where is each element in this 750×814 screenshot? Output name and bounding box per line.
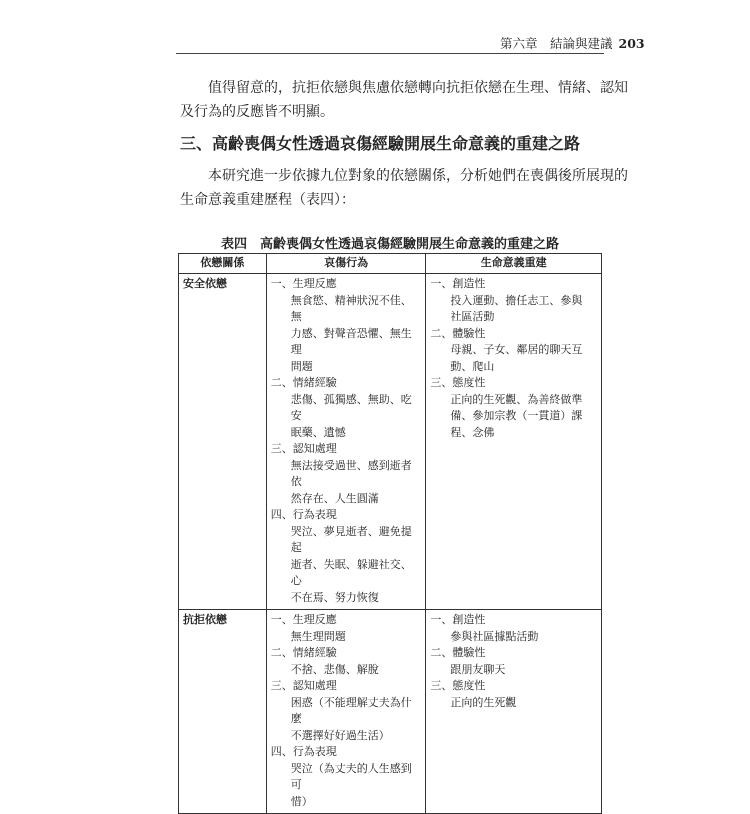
grief-item-heading: 一、生理反應 — [270, 613, 337, 626]
grief-item-line: 不在焉、努力恢復 — [290, 590, 379, 604]
grief-item-line: 無法接受過世、感到逝者依 — [290, 458, 412, 488]
meaning-item-heading: 一、創造性 — [430, 613, 486, 626]
grief-item-line: 無食慾、精神狀況不佳、無 — [290, 293, 412, 323]
grief-item — [271, 678, 423, 744]
attachment-type-cell: 安全依戀 — [179, 274, 267, 610]
grief-item-line: 然存在、人生圓滿 — [290, 491, 379, 505]
grief-item — [271, 441, 423, 507]
meaning-item-heading: 一、創造性 — [430, 277, 486, 290]
table-row — [179, 274, 602, 610]
grief-item-line: 問題 — [290, 359, 313, 373]
paragraph-2 — [180, 164, 628, 212]
meaning-item-line: 跟朋友聊天 — [450, 662, 506, 676]
grief-item-heading: 四、行為表現 — [270, 745, 337, 758]
grief-behavior-cell — [266, 274, 426, 610]
meaning-item — [430, 612, 598, 645]
grief-item — [271, 612, 423, 645]
meaning-item-line: 程、念佛 — [450, 425, 495, 439]
section-heading: 三、高齡喪偶女性透過哀傷經驗開展生命意義的重建之路 — [180, 134, 581, 153]
column-header-meaning: 生命意義重建 — [426, 254, 602, 274]
meaning-item — [430, 326, 598, 376]
paragraph-line: 生命意義重建歷程（表四）： — [180, 192, 355, 208]
grief-behavior-cell — [266, 610, 426, 814]
table-header-row — [179, 254, 602, 274]
grief-item-line: 逝者、失眠、躲避社交、心 — [290, 557, 412, 587]
paragraph-line: 本研究進一步依據九位對象的依戀關係，分析她們在喪偶後所展現的 — [208, 168, 628, 184]
grief-item-line: 不捨、悲傷、解脫 — [290, 662, 379, 676]
meaning-item-line: 參與社區據點活動 — [450, 629, 539, 643]
table-caption: 表四 高齡喪偶女性透過哀傷經驗開展生命意義的重建之路 — [220, 237, 559, 252]
grief-item-line: 無生理問題 — [290, 629, 346, 643]
meaning-item-heading: 三、態度性 — [430, 679, 486, 692]
grief-item — [271, 276, 423, 375]
attachment-type-cell: 抗拒依戀 — [179, 610, 267, 814]
page-number: 203 — [618, 36, 645, 51]
meaning-item — [430, 678, 598, 711]
meaning-item — [430, 375, 598, 441]
table-row — [179, 610, 602, 814]
grief-item-line: 不選擇好好過生活） — [290, 728, 390, 742]
chapter-title: 第六章 結論與建議 — [500, 36, 613, 51]
meaning-item-line: 社區活動 — [450, 310, 495, 323]
grief-item-line: 悲傷、孤獨感、無助、吃安 — [290, 392, 412, 422]
meaning-item-line: 動、爬山 — [450, 359, 495, 373]
meaning-item-line: 母親、子女、鄰居的聊天互 — [450, 343, 583, 356]
grief-item-heading: 二、情緒經驗 — [270, 646, 337, 659]
grief-item-heading: 一、生理反應 — [270, 277, 337, 290]
grief-item — [271, 375, 423, 441]
running-header — [500, 34, 645, 52]
grief-item-line: 困惑（不能理解丈夫為什麼 — [290, 695, 412, 725]
meaning-item — [430, 276, 598, 326]
grief-item-heading: 二、情緒經驗 — [270, 376, 337, 389]
grief-item — [271, 744, 423, 810]
meaning-item-line: 正向的生死觀 — [450, 695, 517, 709]
grief-item — [271, 507, 423, 606]
meaning-reconstruction-cell — [426, 274, 602, 610]
paragraph-line: 及行為的反應皆不明顯。 — [180, 104, 334, 120]
paragraph-1 — [180, 76, 628, 124]
meaning-item-line: 投入運動、擔任志工、參與 — [450, 293, 583, 307]
header-rule — [176, 53, 604, 54]
column-header-relation: 依戀關係 — [179, 254, 267, 274]
grief-item-line: 哭泣、夢見逝者、避免提起 — [290, 524, 412, 554]
meaning-item-heading: 二、體驗性 — [430, 326, 486, 340]
grief-item-line: 眠藥、遺憾 — [290, 425, 346, 439]
meaning-item-heading: 三、態度性 — [430, 376, 486, 389]
grief-item-line: 惜） — [290, 794, 313, 808]
grief-item-heading: 三、認知處理 — [270, 679, 337, 692]
grief-item-heading: 三、認知處理 — [270, 442, 337, 455]
paragraph-line: 值得留意的，抗拒依戀與焦慮依戀轉向抗拒依戀在生理、情緒、認知 — [208, 80, 628, 96]
grief-item-line: 哭泣（為丈夫的人生感到可 — [290, 761, 412, 791]
grief-item-line: 力感、對聲音恐懼、無生理 — [290, 326, 412, 356]
grief-item — [271, 645, 423, 678]
attachment-grief-table — [178, 253, 602, 814]
meaning-reconstruction-cell — [426, 610, 602, 814]
meaning-item-heading: 二、體驗性 — [430, 646, 486, 659]
meaning-item-line: 備、參加宗教（一貫道）課 — [450, 409, 583, 422]
meaning-item — [430, 645, 598, 678]
column-header-grief: 哀傷行為 — [266, 254, 426, 274]
grief-item-heading: 四、行為表現 — [270, 508, 337, 521]
meaning-item-line: 正向的生死觀、為善終做準 — [450, 392, 583, 406]
